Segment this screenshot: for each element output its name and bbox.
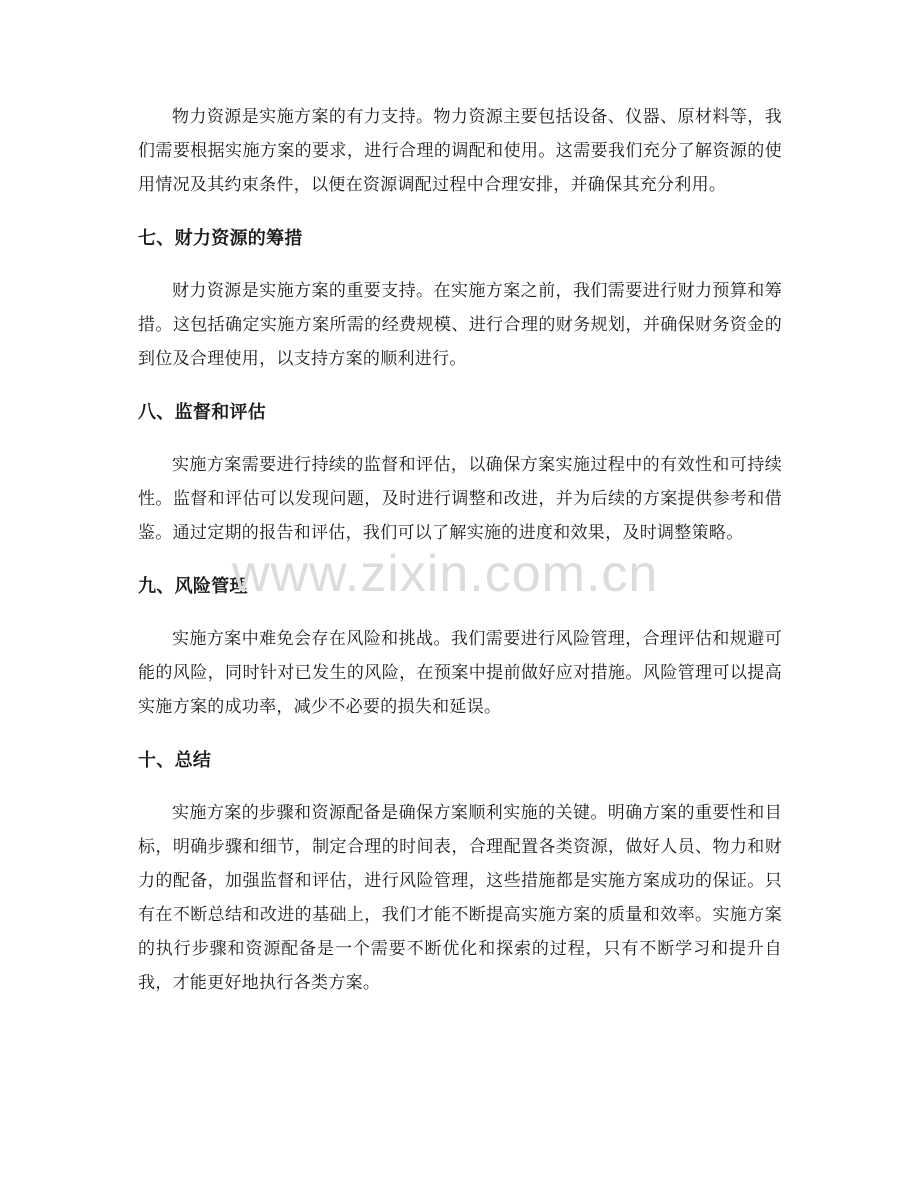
document-body <box>138 100 782 1000</box>
heading-risk-management: 九、风险管理 <box>138 576 248 597</box>
heading-financial-resources: 七、财力资源的筹措 <box>138 228 303 249</box>
heading-supervision-evaluation: 八、监督和评估 <box>138 402 267 423</box>
paragraph-summary: 实施方案的步骤和资源配备是确保方案顺利实施的关键。明确方案的重要性和目标，明确步骤和细节，制定合理的时间表，合理配置各类资源，做好人员、物力和财力的配备，加强监督和评估，进行风险管理，这些措施都是实施方案成功的保证。只有在不断总结和改进的基础上，我们才能不断提高实施方案的质量和效率。实施方案的执行步骤和资源配备是一个需要不断优化和探索的过程，只有不断学习和提升自我，才能更好地执行各类方案。 <box>138 803 782 993</box>
heading-summary: 十、总结 <box>138 750 212 771</box>
watermark: www.zixin.com.cn <box>232 545 659 603</box>
paragraph-financial-resources: 财力资源是实施方案的重要支持。在实施方案之前，我们需要进行财力预算和筹措。这包括确定实施方案所需的经费规模、进行合理的财务规划，并确保财务资金的到位及合理使用，以支持方案的顺利进行。 <box>138 281 782 369</box>
paragraph-risk-management: 实施方案中难免会存在风险和挑战。我们需要进行风险管理，合理评估和规避可能的风险，同时针对已发生的风险，在预案中提前做好应对措施。风险管理可以提高实施方案的成功率，减少不必要的损失和延误。 <box>138 629 782 717</box>
paragraph-material-resources: 物力资源是实施方案的有力支持。物力资源主要包括设备、仪器、原材料等，我们需要根据实施方案的要求，进行合理的调配和使用。这需要我们充分了解资源的使用情况及其约束条件，以便在资源调配过程中合理安排，并确保其充分利用。 <box>138 107 782 195</box>
paragraph-supervision-evaluation: 实施方案需要进行持续的监督和评估，以确保方案实施过程中的有效性和可持续性。监督和评估可以发现问题，及时进行调整和改进，并为后续的方案提供参考和借鉴。通过定期的报告和评估，我们可以了解实施的进度和效果，及时调整策略。 <box>138 455 782 543</box>
